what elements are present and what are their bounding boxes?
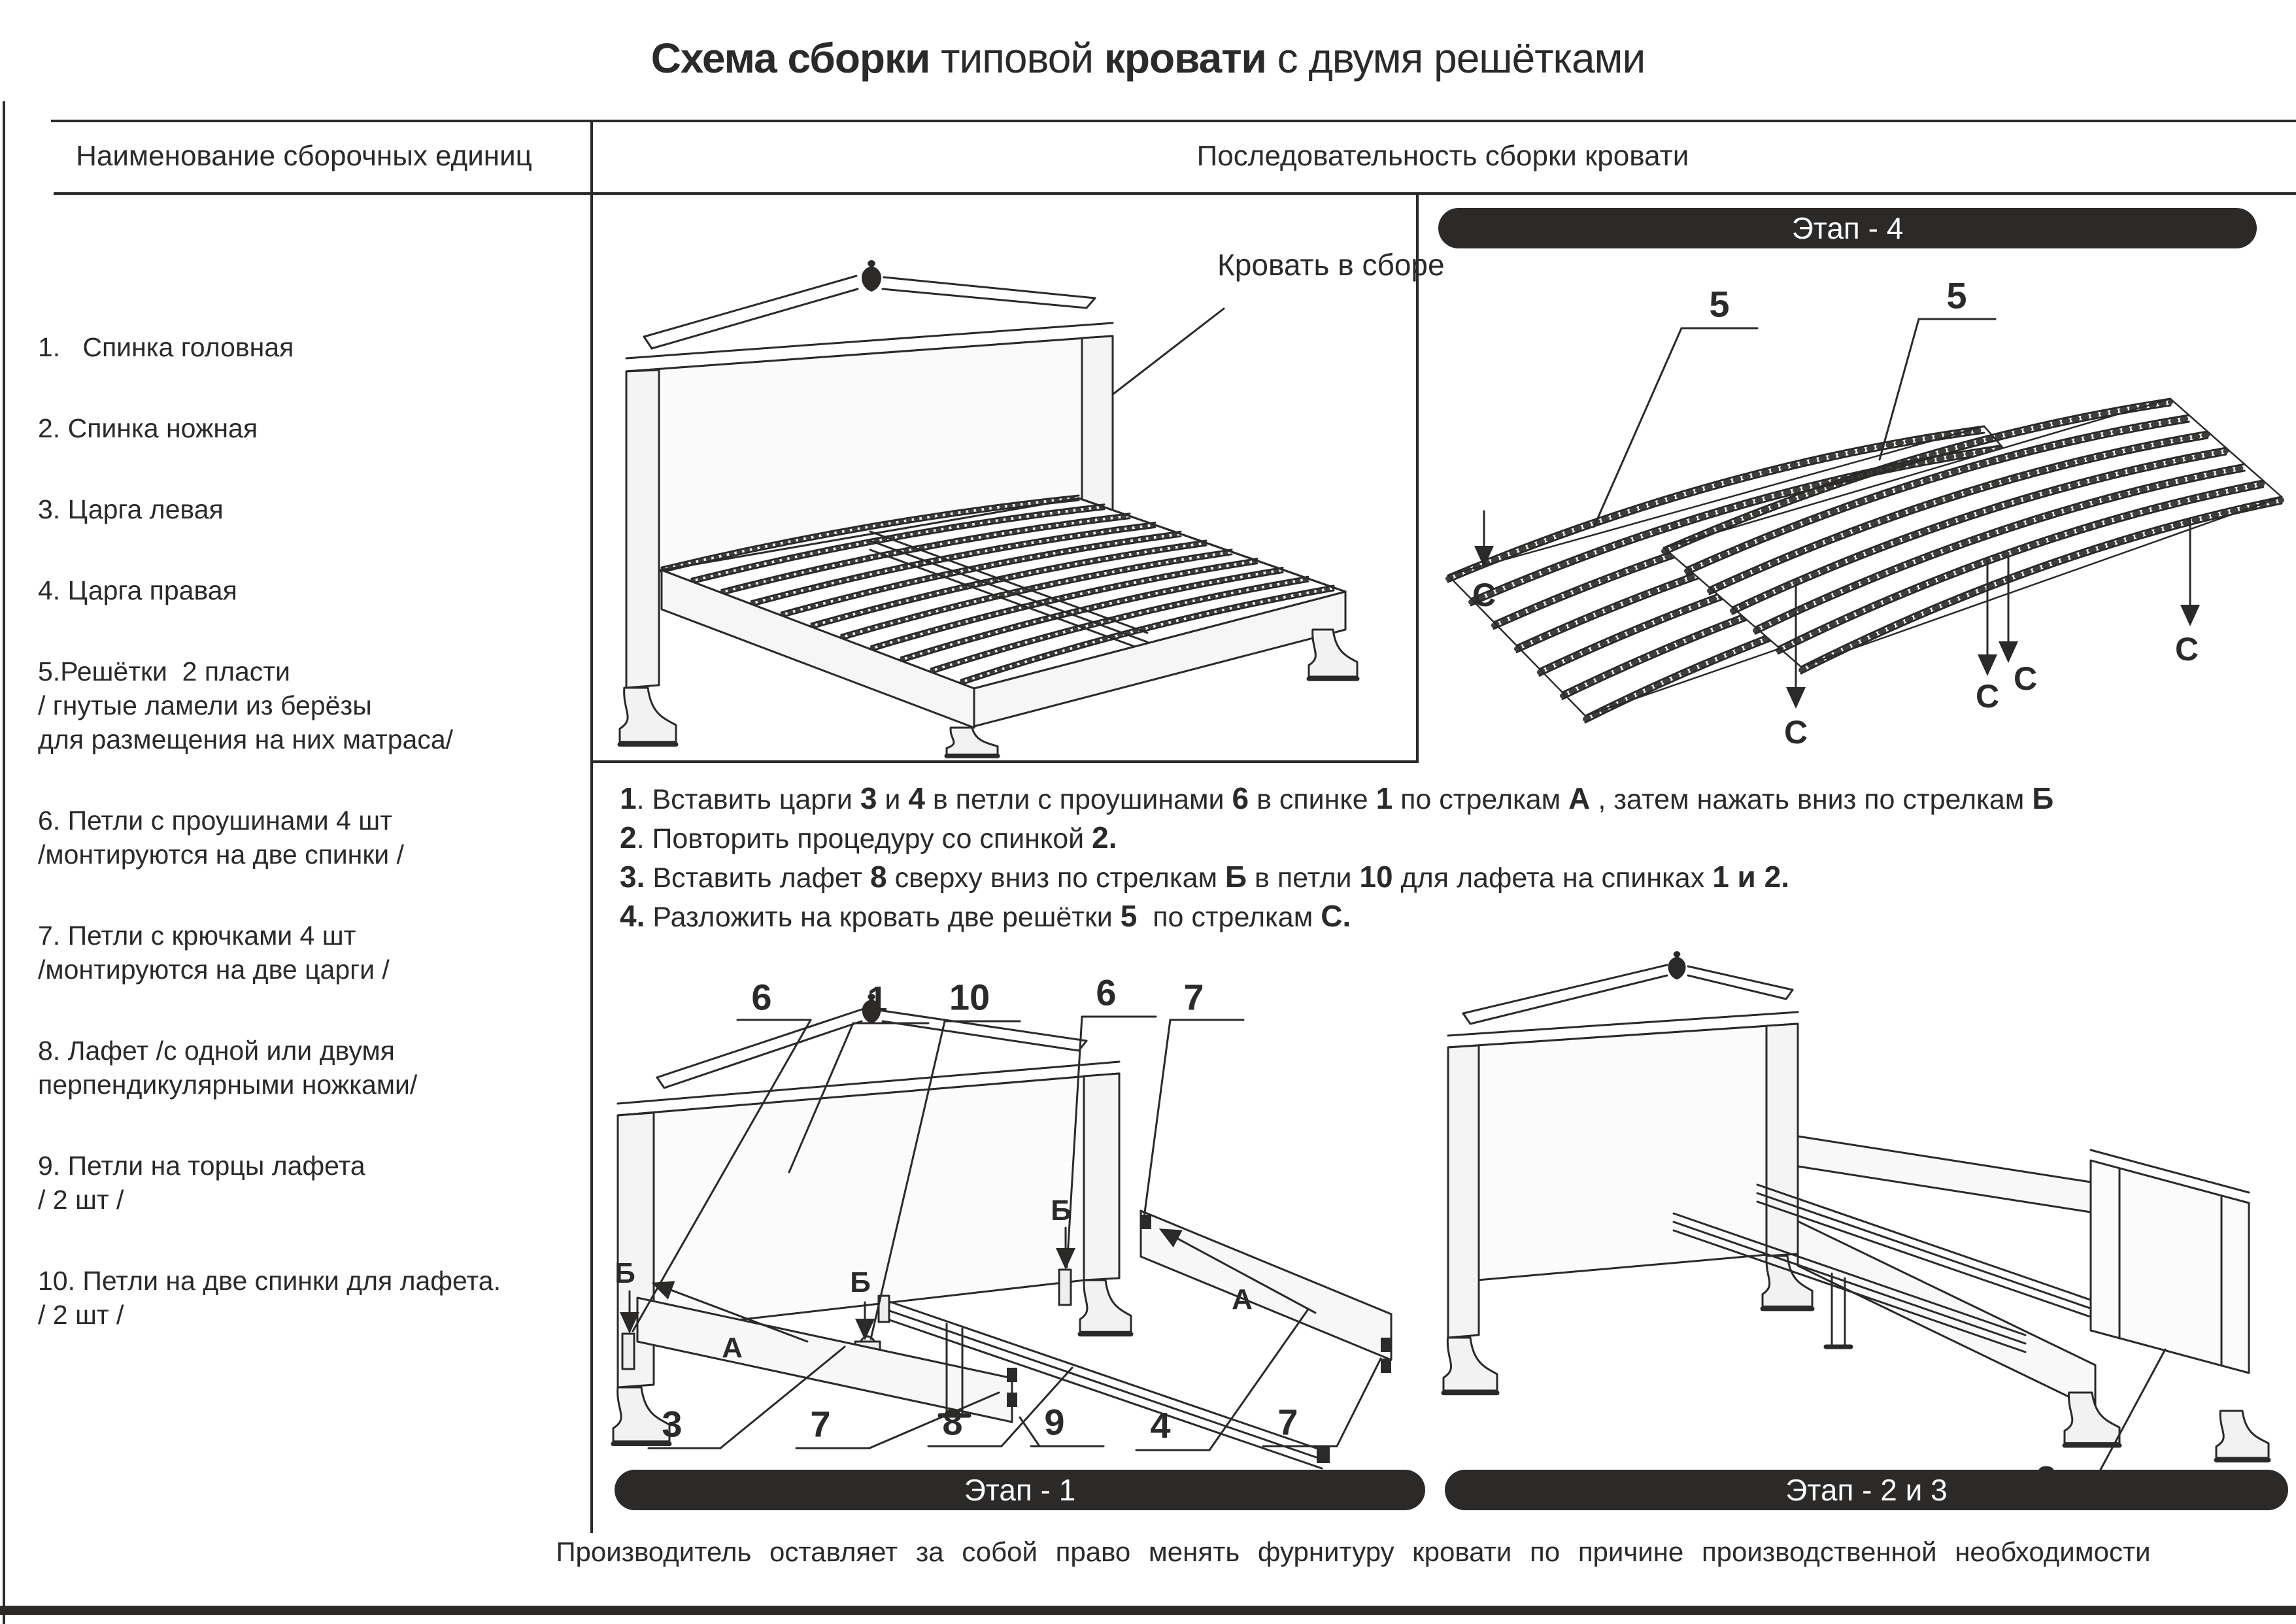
title-segment: типовой [941, 35, 1104, 82]
instruction-segment: Разложить на кровать две решётки [645, 902, 1121, 933]
instruction-segment: 6 [1232, 781, 1249, 815]
arrow-label-c4: С [2013, 660, 2038, 697]
part-line: /монтируются на две царги / [38, 955, 390, 985]
column-divider [590, 121, 593, 1533]
part-item [38, 492, 581, 526]
left-border [3, 101, 5, 1624]
part-line: 1. Спинка головная [38, 332, 294, 362]
part-item [38, 919, 581, 987]
parts-list [38, 330, 581, 1379]
assembled-bottom-rule [590, 760, 1419, 763]
callout-7c: 7 [1277, 1401, 1298, 1443]
instruction-segment: 8 [870, 860, 887, 894]
arrow-label-a2: А [1232, 1283, 1253, 1315]
callout-3: 3 [662, 1403, 683, 1445]
part-line: 4. Царга правая [38, 575, 237, 605]
instruction-segment: 2. [1092, 820, 1117, 854]
title-segment: с двумя решётками [1266, 35, 1646, 82]
part-line: /монтируются на две спинки / [38, 839, 404, 870]
instruction-segment: и [877, 784, 909, 815]
callout-6a: 6 [751, 976, 772, 1018]
arrow-label-b1: Б [615, 1257, 635, 1289]
title-segment: кровати [1104, 35, 1266, 82]
arrow-label-a1: А [722, 1332, 743, 1364]
instruction-segment: для лафета на спинках [1393, 862, 1713, 894]
part-item [38, 804, 581, 871]
part-line: / 2 шт / [38, 1300, 124, 1330]
part-line: для размещения на них матраса/ [38, 724, 454, 754]
callout-10: 10 [949, 976, 990, 1018]
arrow-label-c5: С [2174, 631, 2199, 668]
instruction-segment: Б [1225, 860, 1247, 894]
instruction-line [620, 779, 2241, 819]
instruction-segment: Вставить лафет [645, 862, 871, 894]
arrow-label-c3: С [1975, 678, 2000, 715]
instruction-segment: по стрелкам [1393, 784, 1569, 815]
instruction-segment: 2 [620, 820, 637, 854]
instruction-segment: 4 [908, 781, 925, 815]
instruction-segment: . Повторить процедуру со спинкой [636, 823, 1092, 854]
part-line: 10. Петли на две спинки для лафета. [38, 1266, 501, 1296]
instruction-segment: 3 [860, 781, 877, 815]
instruction-segment: С. [1321, 899, 1351, 933]
callout-7b: 7 [810, 1403, 831, 1445]
instruction-segment: в спинке [1249, 784, 1376, 815]
instruction-segment: 10 [1359, 860, 1393, 894]
arrow-label-b3: Б [1051, 1194, 1072, 1226]
callout-5b: 5 [1946, 275, 1967, 316]
instruction-segment: в петли [1247, 862, 1360, 894]
part-item [38, 573, 581, 607]
instruction-line [620, 819, 2241, 858]
bottom-border [0, 1606, 2296, 1615]
part-line: 2. Спинка ножная [38, 413, 258, 443]
arrow-label-c1: С [1472, 577, 1496, 613]
callout-1: 1 [867, 978, 888, 1020]
instruction-segment: . Вставить царги [636, 784, 860, 815]
instruction-segment: по стрелкам [1137, 902, 1321, 933]
footer-note: Производитель оставляет за собой право менять фурнитуру кровати по причине производственной необходимости [556, 1536, 2151, 1567]
instruction-line [620, 897, 2241, 936]
callout-8: 8 [942, 1401, 963, 1443]
instruction-segment: в петли с проушинами [924, 784, 1232, 815]
arrow-label-c2: С [1783, 714, 1808, 751]
right-column-header: Последовательность сборки кровати [1196, 140, 1689, 172]
instruction-segment: 4. [620, 899, 645, 933]
left-column-header: Наименование сборочных единиц [76, 140, 532, 172]
part-line: / 2 шт / [38, 1185, 124, 1215]
callout-2: 2 [2036, 1458, 2057, 1500]
part-line: 6. Петли с проушинами 4 шт [38, 805, 392, 836]
instruction-segment: сверху вниз по стрелкам [886, 862, 1226, 894]
part-item [38, 654, 581, 756]
page-title [0, 34, 2296, 82]
callout-6b: 6 [1096, 972, 1117, 1013]
callout-4: 4 [1150, 1404, 1171, 1446]
part-item [38, 1264, 581, 1332]
stage1-bar: Этап - 1 [615, 1470, 1425, 1510]
callout-5a: 5 [1709, 283, 1730, 325]
assembly-instructions [620, 779, 2241, 936]
stage23-bar: Этап - 2 и 3 [1445, 1470, 2288, 1510]
stage4-bar: Этап - 4 [1438, 208, 2257, 248]
part-item [38, 1034, 581, 1102]
part-item [38, 411, 581, 445]
part-line: перпендикулярными ножками/ [38, 1070, 418, 1100]
part-line: 5.Решётки 2 пласти [38, 656, 290, 686]
part-line: 9. Петли на торцы лафета [38, 1151, 365, 1181]
instruction-segment: 5 [1120, 899, 1138, 933]
part-line: 8. Лафет /с одной или двумя [38, 1036, 395, 1066]
instruction-segment: 1 и 2. [1712, 860, 1789, 894]
part-item [38, 1149, 581, 1217]
arrow-label-b2: Б [850, 1266, 871, 1298]
instruction-segment: Б [2032, 781, 2054, 815]
part-line: 3. Царга левая [38, 494, 224, 524]
part-item [38, 330, 581, 364]
top-rule [51, 120, 2296, 122]
callout-7a: 7 [1183, 976, 1204, 1018]
callout-9: 9 [1044, 1401, 1065, 1443]
instruction-segment: , затем нажать вниз по стрелкам [1590, 784, 2033, 815]
instruction-segment: А [1568, 781, 1591, 815]
part-line: / гнутые ламели из берёзы [38, 690, 372, 720]
header-rule [54, 192, 2296, 195]
part-line: 7. Петли с крючками 4 шт [38, 921, 356, 951]
instruction-segment: 3. [620, 860, 645, 894]
title-segment: Схема сборки [650, 35, 941, 82]
instruction-segment: 1 [620, 781, 637, 815]
instruction-segment: 1 [1376, 781, 1393, 815]
instruction-line [620, 858, 2241, 897]
assembled-bed-caption: Кровать в сборе [1217, 248, 1445, 282]
